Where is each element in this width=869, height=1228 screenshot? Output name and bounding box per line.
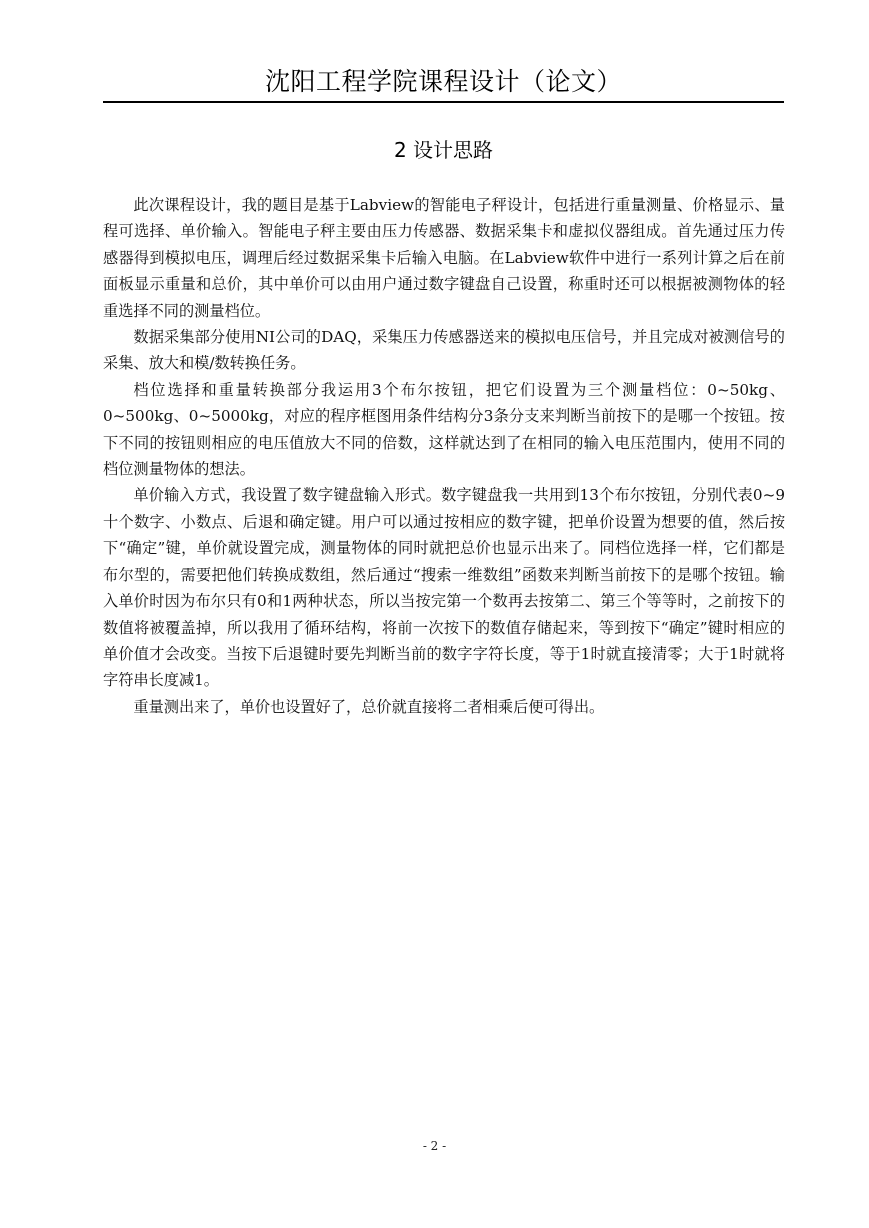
running-header-title: 沈阳工程学院课程设计（论文）: [264, 67, 622, 96]
paragraph-5: 重量测出来了，单价也设置好了，总价就直接将二者相乘后便可得出。: [133, 697, 605, 716]
paragraph-4: 单价输入方式，我设置了数字键盘输入形式。数字键盘我一共用到13个布尔按钮，分别代表0~9十个数字、小数点、后退和确定键。用户可以通过按相应的数字键，把单价设置为想要的值，然后按下“确定”键，单价就设置完成，测量物体的同时就把总价也显示出来了。同档位选择一样，它们都是布尔型的，需要把他们转换成数组，然后通过“搜索一维数组”函数来判断当前按下的是哪个按钮。输入单价时因为布尔只有0和1两种状态，所以当按完第一个数再去按第二、第三个等等时，之前按下的数值将被覆盖掉，所以我用了循环结构，将前一次按下的数值存储起来，等到按下“确定”键时相应的单价值才会改变。当按下后退键时要先判断当前的数字字符长度，等于1时就直接清零；大于1时就将字符串长度减1。: [103, 486, 785, 690]
paragraph-3: 档位选择和重量转换部分我运用3个布尔按钮，把它们设置为三个测量档位：0~50kg、0~500kg、0~5000kg，对应的程序框图用条件结构分3条分支来判断当前按下的是哪一个按钮。按下不同的按钮则相应的电压值放大不同的倍数，这样就达到了在相同的输入电压范围内，使用不同的档位测量物体的想法。: [103, 380, 785, 479]
page-number: - 2 -: [422, 1139, 447, 1153]
paragraph-2: 数据采集部分使用NI公司的DAQ，采集压力传感器送来的模拟电压信号，并且完成对被测信号的采集、放大和模/数转换任务。: [103, 328, 785, 373]
section-heading: 2 设计思路: [393, 138, 494, 162]
paragraph-1: 此次课程设计，我的题目是基于Labview的智能电子秤设计，包括进行重量测量、价格显示、量程可选择、单价输入。智能电子秤主要由压力传感器、数据采集卡和虚拟仪器组成。首先通过压力传感器得到模拟电压，调理后经过数据采集卡后输入电脑。在Labview软件中进行一系列计算之后在前面板显示重量和总价，其中单价可以由用户通过数字键盘自己设置，称重时还可以根据被测物体的轻重选择不同的测量档位。: [103, 196, 785, 320]
header-divider: [103, 101, 784, 103]
body-text: [103, 192, 785, 720]
